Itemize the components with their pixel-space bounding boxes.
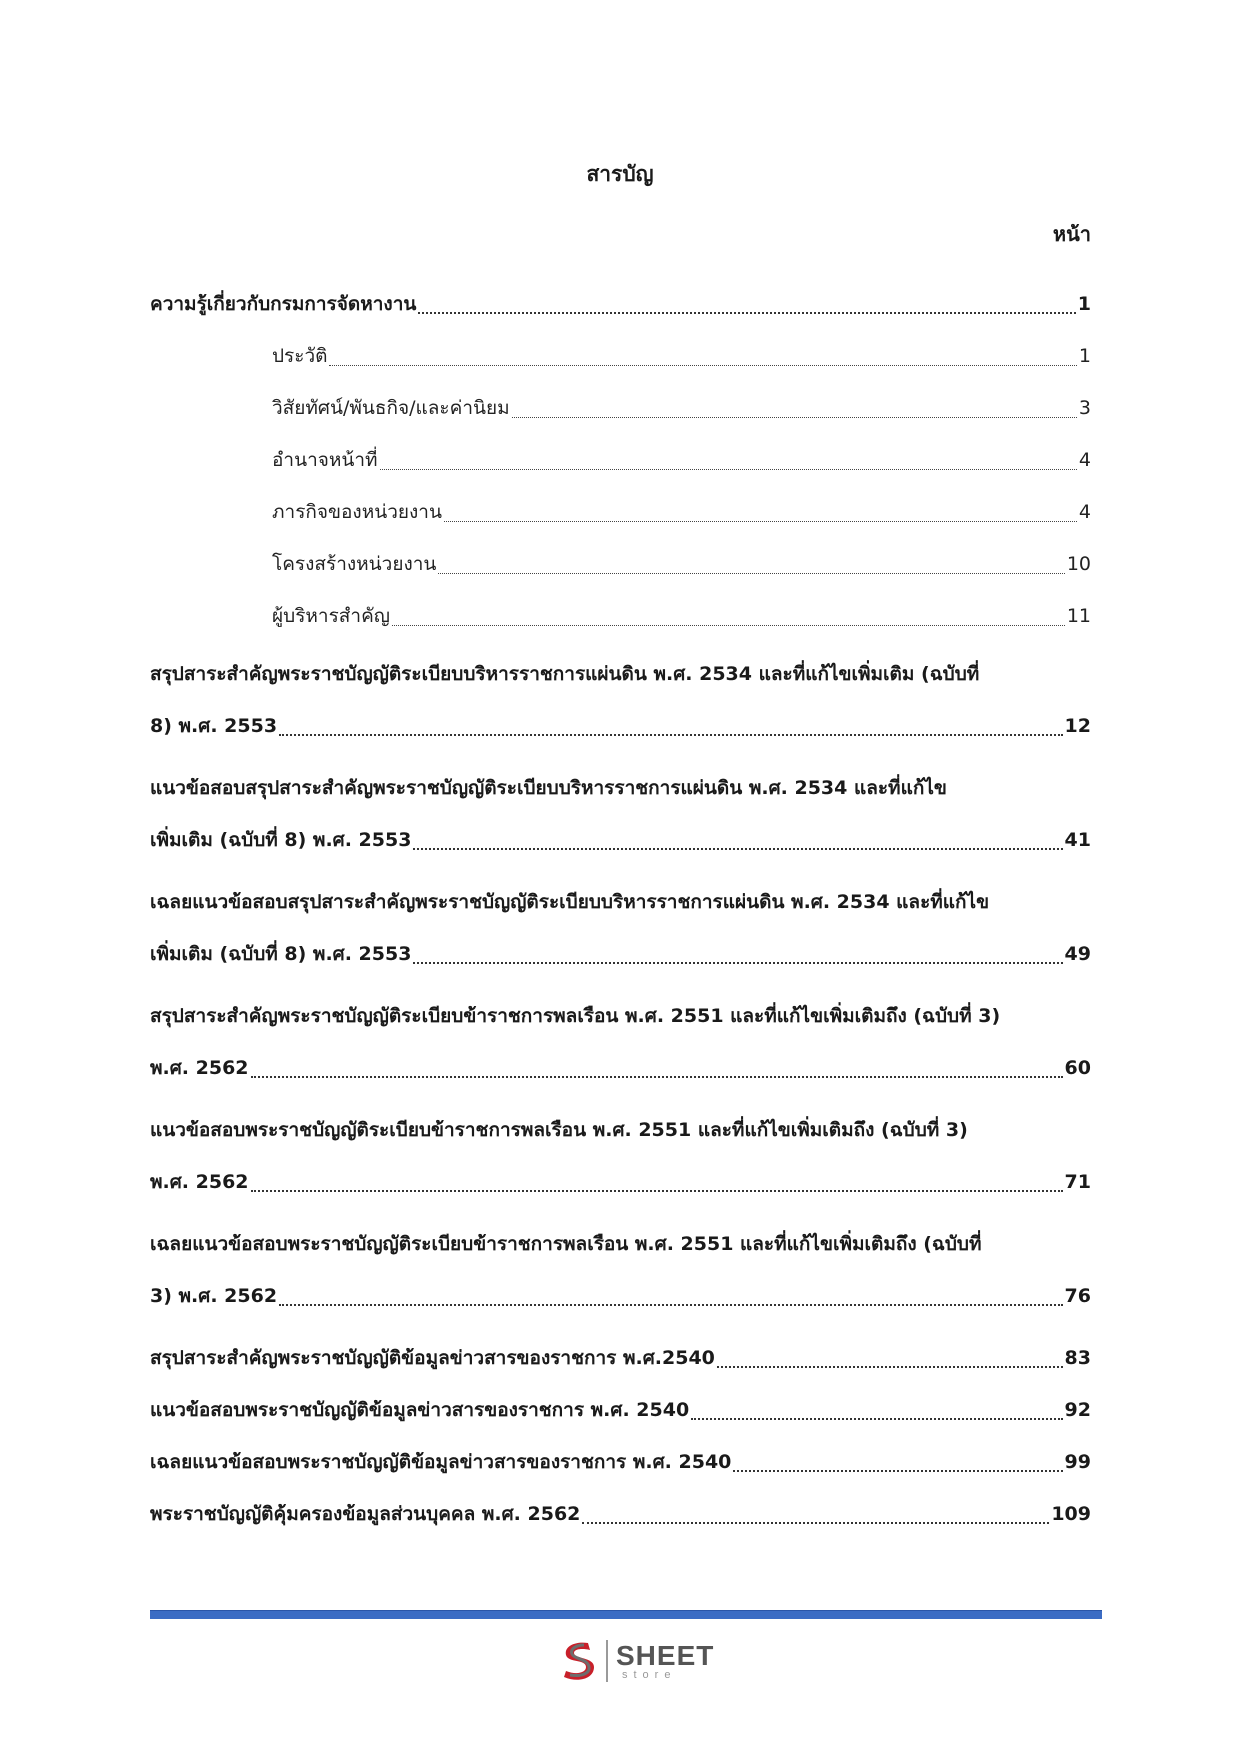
toc-leader-dots xyxy=(413,962,1062,964)
toc-page-number: 83 xyxy=(1064,1347,1091,1369)
toc-entry-text: โครงสร้างหน่วยงาน xyxy=(272,553,437,575)
toc-entry-text: พ.ศ. 2562 xyxy=(150,1057,249,1079)
toc-page-number: 4 xyxy=(1078,449,1091,471)
toc-entry-text: เพิ่มเติม (ฉบับที่ 8) พ.ศ. 2553 xyxy=(150,943,412,965)
logo-word: SHEET xyxy=(616,1639,715,1671)
sheet-store-logo xyxy=(556,1636,714,1686)
toc-entry xyxy=(150,278,1091,330)
toc-page-number: 49 xyxy=(1064,943,1091,965)
toc-page-number: 1 xyxy=(1077,293,1091,315)
toc-page-number: 1 xyxy=(1078,345,1091,367)
toc-entry-text: สรุปสาระสำคัญพระราชบัญญัติระเบียบบริหารราชการแผ่นดิน พ.ศ. 2534 และที่แก้ไขเพิ่มเติม (ฉบับที่ xyxy=(150,663,980,685)
toc-entry-row xyxy=(150,278,1091,330)
toc-entry-row xyxy=(150,700,1091,752)
toc-leader-dots xyxy=(279,734,1063,736)
footer-bar xyxy=(150,1610,1102,1619)
toc-page-number: 41 xyxy=(1064,829,1091,851)
toc-page-number: 76 xyxy=(1064,1285,1091,1307)
toc-entry-text: พระราชบัญญัติคุ้มครองข้อมูลส่วนบุคคล พ.ศ. 2562 xyxy=(150,1503,581,1525)
toc-entry-row xyxy=(272,590,1091,642)
toc-entry-row xyxy=(272,434,1091,486)
toc-entry xyxy=(150,762,1091,866)
toc-entry xyxy=(150,1104,1091,1208)
toc-leader-dots xyxy=(691,1418,1062,1420)
toc-leader-dots xyxy=(251,1076,1063,1078)
toc-page-number: 71 xyxy=(1064,1171,1091,1193)
toc-entry-text: สรุปสาระสำคัญพระราชบัญญัติข้อมูลข่าวสารของราชการ พ.ศ.2540 xyxy=(150,1347,715,1369)
toc-page-number: 3 xyxy=(1078,397,1091,419)
toc-entry xyxy=(150,648,1091,752)
toc-leader-dots xyxy=(279,1304,1063,1306)
toc-entry-text: พ.ศ. 2562 xyxy=(150,1171,249,1193)
toc-page-number: 12 xyxy=(1064,715,1091,737)
toc-entry-row xyxy=(150,1384,1091,1436)
toc-entry-row xyxy=(150,1332,1091,1384)
toc-leader-dots xyxy=(582,1522,1049,1524)
toc-entry-text: แนวข้อสอบพระราชบัญญัติข้อมูลข่าวสารของราชการ พ.ศ. 2540 xyxy=(150,1399,690,1421)
toc-leader-dots xyxy=(512,417,1077,418)
toc-leader-dots xyxy=(392,625,1065,626)
toc-leader-dots xyxy=(444,521,1077,522)
toc-subentry xyxy=(272,330,1091,382)
toc-subentry xyxy=(272,486,1091,538)
toc-entry-row xyxy=(150,928,1091,980)
toc-page-number: 92 xyxy=(1064,1399,1091,1421)
toc-page-number: 99 xyxy=(1064,1451,1091,1473)
toc-subentry xyxy=(272,538,1091,590)
toc-entry xyxy=(150,1332,1091,1384)
toc-entry-text: เฉลยแนวข้อสอบพระราชบัญญัติระเบียบข้าราชการพลเรือน พ.ศ. 2551 และที่แก้ไขเพิ่มเติมถึง (ฉบับที่ xyxy=(150,1233,982,1255)
toc-page-number: 60 xyxy=(1064,1057,1091,1079)
toc-entry-text: ผู้บริหารสำคัญ xyxy=(272,605,390,627)
toc-entry-row xyxy=(150,1436,1091,1488)
page-column-label: หน้า xyxy=(1052,222,1091,246)
toc-leader-dots xyxy=(329,365,1076,366)
toc-entry-text: ประวัติ xyxy=(272,345,328,367)
toc-entry-text: แนวข้อสอบพระราชบัญญัติระเบียบข้าราชการพลเรือน พ.ศ. 2551 และที่แก้ไขเพิ่มเติมถึง (ฉบับที่ 3) xyxy=(150,1119,968,1141)
toc-entry-row xyxy=(272,486,1091,538)
toc-entry-text: อำนาจหน้าที่ xyxy=(272,449,378,471)
toc-page-number: 109 xyxy=(1051,1503,1091,1525)
toc-entry-row xyxy=(150,1270,1091,1322)
logo-separator xyxy=(606,1640,608,1682)
toc-page-number: 11 xyxy=(1066,605,1091,627)
toc-entry-row xyxy=(150,1042,1091,1094)
toc-entry-row xyxy=(150,814,1091,866)
toc-entry xyxy=(150,1436,1091,1488)
toc-entry-row xyxy=(150,1488,1091,1540)
toc-page-number: 10 xyxy=(1066,553,1091,575)
logo-text xyxy=(616,1639,715,1681)
toc-page-number: 4 xyxy=(1078,501,1091,523)
toc-entry xyxy=(150,1384,1091,1436)
toc-entry xyxy=(150,1488,1091,1540)
toc-leader-dots xyxy=(717,1366,1063,1368)
toc-entry-text: เฉลยแนวข้อสอบพระราชบัญญัติข้อมูลข่าวสารของราชการ พ.ศ. 2540 xyxy=(150,1451,732,1473)
toc-leader-dots xyxy=(733,1470,1062,1472)
toc-entry-text: เฉลยแนวข้อสอบสรุปสาระสำคัญพระราชบัญญัติระเบียบบริหารราชการแผ่นดิน พ.ศ. 2534 และที่แก้ไข xyxy=(150,891,990,913)
toc-leader-dots xyxy=(380,469,1077,470)
toc-subentry xyxy=(272,434,1091,486)
toc-subentry xyxy=(272,590,1091,642)
toc-entry-text: ภารกิจของหน่วยงาน xyxy=(272,501,442,523)
toc-leader-dots xyxy=(413,848,1062,850)
toc-subentry xyxy=(272,382,1091,434)
toc-entry-text: วิสัยทัศน์/พันธกิจ/และค่านิยม xyxy=(272,397,510,419)
toc-entry-row xyxy=(272,330,1091,382)
toc-entry-row xyxy=(272,382,1091,434)
toc-entry-text: ความรู้เกี่ยวกับกรมการจัดหางาน xyxy=(150,293,417,315)
toc-entry-text: แนวข้อสอบสรุปสาระสำคัญพระราชบัญญัติระเบียบบริหารราชการแผ่นดิน พ.ศ. 2534 และที่แก้ไข xyxy=(150,777,947,799)
toc-entry-text: 8) พ.ศ. 2553 xyxy=(150,715,278,737)
table-of-contents xyxy=(150,278,1091,1540)
toc-entry xyxy=(150,1218,1091,1322)
toc-entry-text: สรุปสาระสำคัญพระราชบัญญัติระเบียบข้าราชการพลเรือน พ.ศ. 2551 และที่แก้ไขเพิ่มเติมถึง (ฉบับที่ 3) xyxy=(150,1005,1001,1027)
toc-entry-text: 3) พ.ศ. 2562 xyxy=(150,1285,278,1307)
toc-entry xyxy=(150,990,1091,1094)
toc-title: สารบัญ xyxy=(586,162,654,186)
sheet-store-logo-icon xyxy=(556,1637,600,1685)
toc-leader-dots xyxy=(438,573,1064,574)
toc-leader-dots xyxy=(251,1190,1063,1192)
logo-sub: store xyxy=(622,1668,677,1681)
toc-entry-row xyxy=(272,538,1091,590)
toc-entry-row xyxy=(150,1156,1091,1208)
toc-entry xyxy=(150,876,1091,980)
toc-leader-dots xyxy=(418,312,1075,314)
toc-entry-text: เพิ่มเติม (ฉบับที่ 8) พ.ศ. 2553 xyxy=(150,829,412,851)
